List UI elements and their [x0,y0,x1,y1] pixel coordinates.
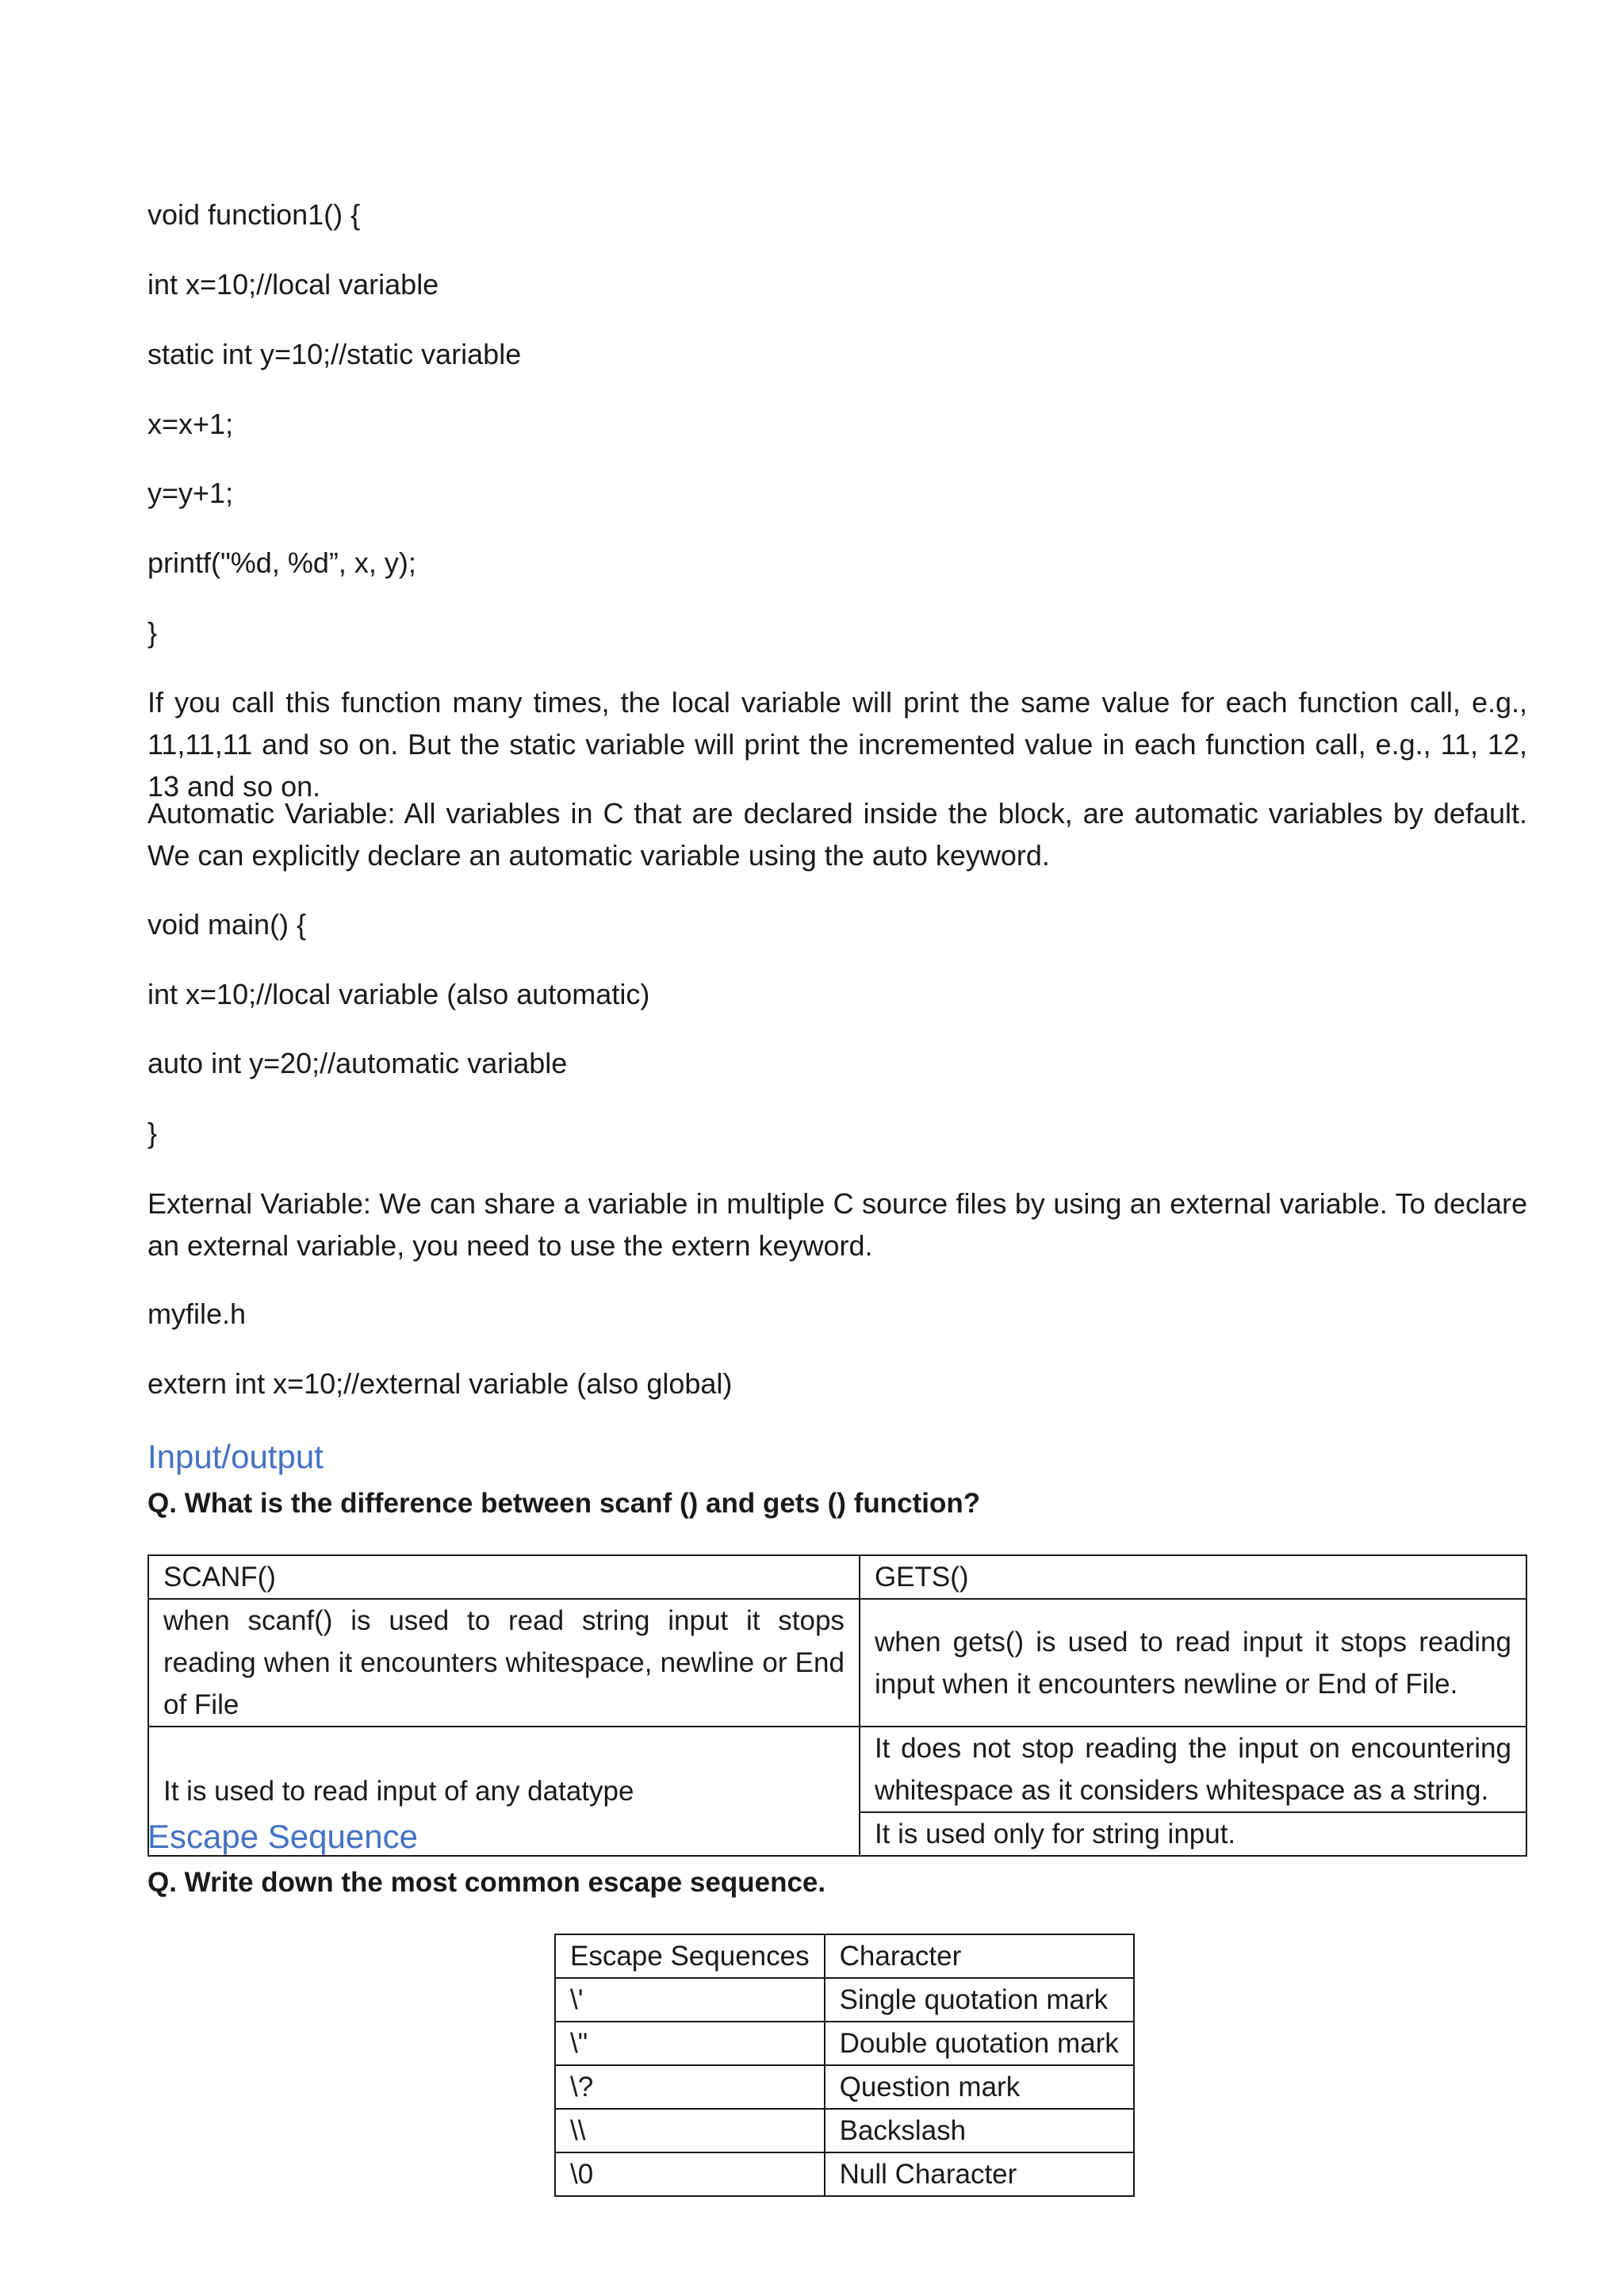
table-cell: Single quotation mark [825,1978,1134,2022]
paragraph-automatic-variable: Automatic Variable: All variables in C that are declared inside the block, are automatic variables by default. We can explicitly declare an automatic variable using the auto keyword. [147,797,1527,872]
section-heading-escape-sequence: Escape Sequence [147,1818,418,1855]
paragraph-static-explanation: If you call this function many times, the local variable will print the same value for each function call, e.g., 11,11,11 and so on. But the static variable will print the incremented value in each function call, e.g., 11, 12, 13 and so on. [147,686,1527,803]
table-cell: \' [555,1978,825,2022]
table-cell: when gets() is used to read input it stops reading input when it encounters newline or End of File. [860,1599,1526,1727]
table-cell: \0 [555,2152,825,2196]
table-header-cell: Character [825,1934,1134,1978]
escape-sequence-table [554,1934,1135,2197]
table-cell: Backslash [825,2109,1134,2152]
table-cell: It is used to read input of any datatype [148,1727,860,1856]
table-row [148,1599,1526,1727]
table-cell: \? [555,2065,825,2109]
table-cell: Null Character [825,2152,1134,2196]
code-line: y=y+1; [147,477,234,509]
table-header-cell: GETS() [860,1555,1526,1599]
code-line: static int y=10;//static variable [147,338,522,370]
question-scanf-gets: Q. What is the difference between scanf () and gets () function? [147,1488,981,1519]
table-cell: Double quotation mark [825,2022,1134,2065]
code-line: int x=10;//local variable [147,268,439,301]
section-heading-input-output: Input/output [147,1438,324,1475]
code-line: int x=10;//local variable (also automatic) [147,978,650,1010]
table-header-cell: SCANF() [148,1555,860,1599]
table-cell: \\ [555,2109,825,2152]
paragraph-external-variable: External Variable: We can share a variable in multiple C source files by using an external variable. To declare an external variable, you need to use the extern keyword. [147,1187,1527,1262]
table-header-cell: Escape Sequences [555,1934,825,1978]
table-row [148,1727,1526,1812]
code-line: } [147,616,158,649]
code-line: printf("%d, %d”, x, y); [147,546,416,579]
table-row [555,1978,1134,2022]
question-escape-sequence: Q. Write down the most common escape sequence. [147,1867,826,1898]
table-row [555,2152,1134,2196]
table-cell: Question mark [825,2065,1134,2109]
code-line: extern int x=10;//external variable (also global) [147,1367,733,1400]
table-row [555,2022,1134,2065]
scanf-gets-comparison-table [147,1554,1527,1857]
code-line: void function1() { [147,198,361,231]
table-row [555,2109,1134,2152]
table-cell: It does not stop reading the input on encountering whitespace as it considers whitespace as a string. [860,1727,1526,1812]
code-line: } [147,1117,158,1149]
table-cell: \" [555,2022,825,2065]
code-line: void main() { [147,908,307,941]
table-row [555,2065,1134,2109]
table-cell: when scanf() is used to read string input it stops reading when it encounters whitespace, newline or End of File [148,1599,860,1727]
table-header-row [555,1934,1134,1978]
code-line: auto int y=20;//automatic variable [147,1047,568,1079]
code-line: x=x+1; [147,408,234,440]
table-cell: It is used only for string input. [860,1812,1526,1856]
table-header-row [148,1555,1526,1599]
code-line: myfile.h [147,1297,247,1330]
